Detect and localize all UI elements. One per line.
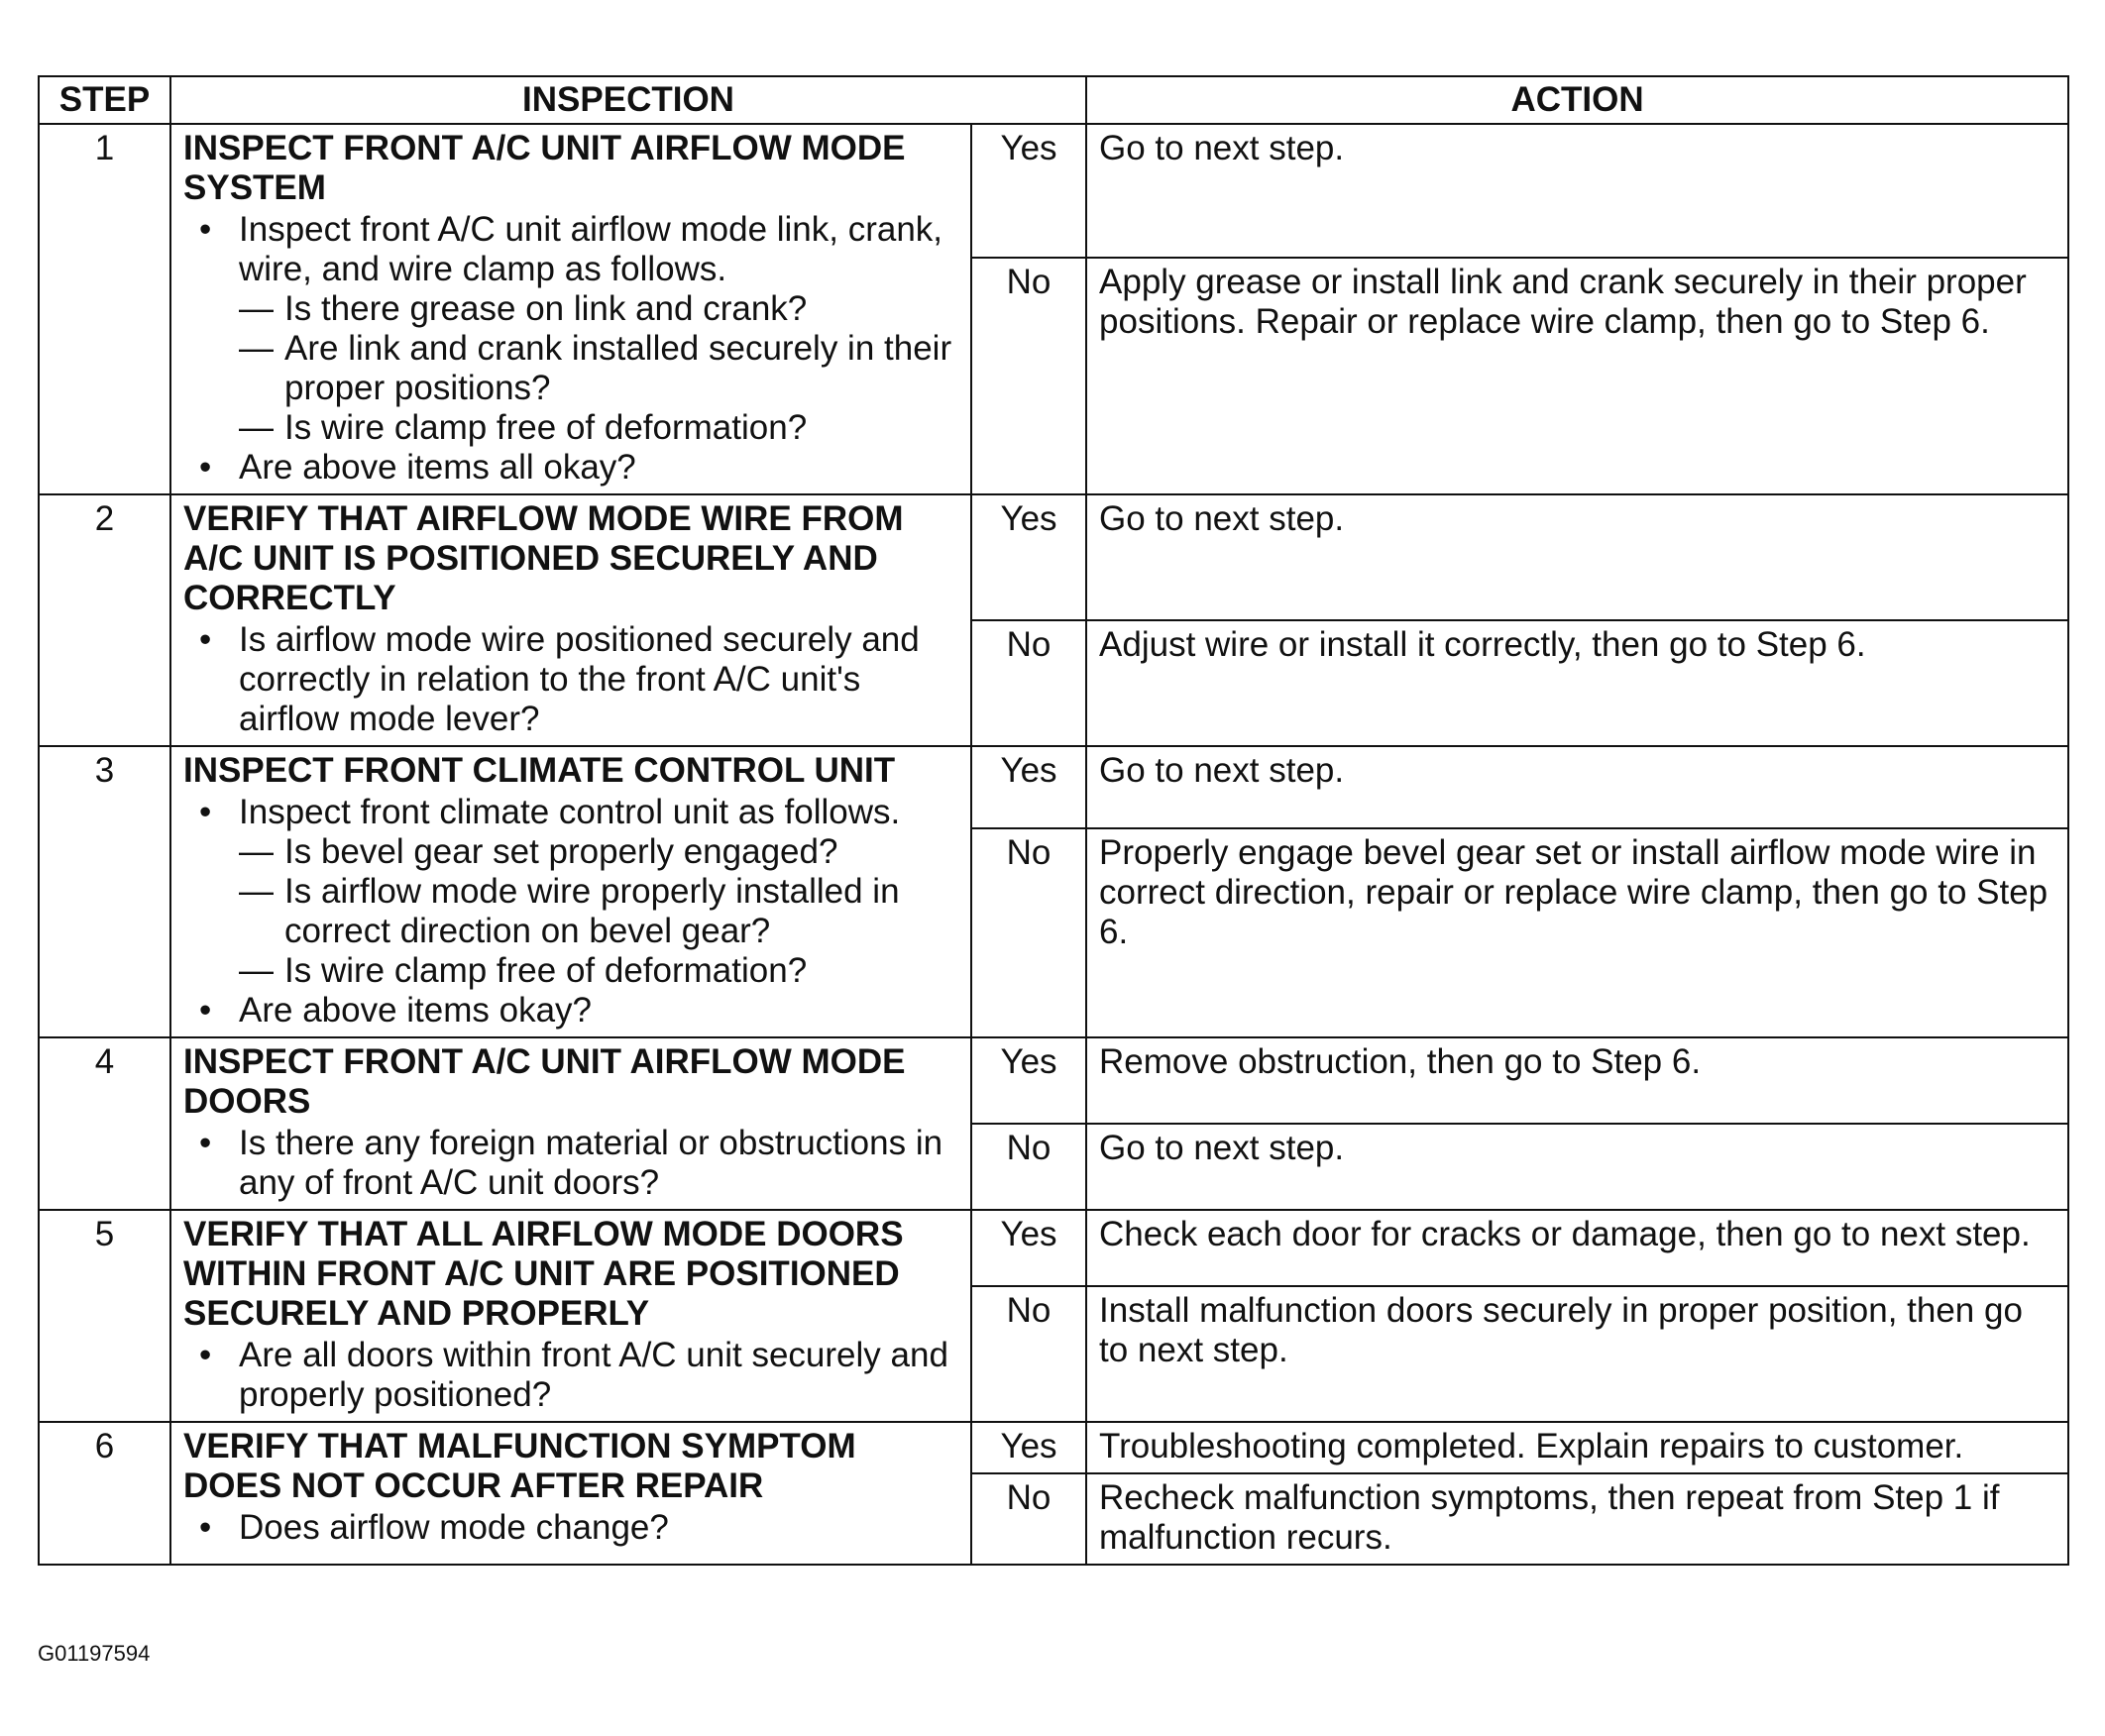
no-action: Recheck malfunction symptoms, then repeat from Step 1 if malfunction recurs. xyxy=(1086,1473,2068,1565)
inspection-title: INSPECT FRONT CLIMATE CONTROL UNIT xyxy=(183,751,896,790)
inspection-cell xyxy=(170,1210,971,1422)
inspection-cell xyxy=(170,124,971,494)
table-row xyxy=(39,746,2068,828)
inspection-title: INSPECT FRONT A/C UNIT AIRFLOW MODE SYSTEM xyxy=(183,129,906,207)
step-number: 6 xyxy=(39,1422,170,1565)
no-action: Install malfunction doors securely in proper position, then go to next step. xyxy=(1086,1286,2068,1422)
inspection-subitem-text: Is wire clamp free of deformation? xyxy=(284,951,808,990)
step-number: 1 xyxy=(39,124,170,494)
inspection-bullet: • Does airflow mode change? xyxy=(183,1508,958,1548)
no-action: Apply grease or install link and crank securely in their proper positions. Repair or replace wire clamp, then go to Step 6. xyxy=(1086,258,2068,494)
no-label: No xyxy=(971,620,1086,746)
yes-action: Go to next step. xyxy=(1086,494,2068,620)
inspection-subitem xyxy=(183,832,958,872)
inspection-title: INSPECT FRONT A/C UNIT AIRFLOW MODE DOORS xyxy=(183,1042,906,1121)
no-label: No xyxy=(971,828,1086,1037)
inspection-subitem xyxy=(183,289,958,329)
inspection-header: INSPECTION xyxy=(170,76,1086,124)
table-header-row xyxy=(39,76,2068,124)
diagnostic-table xyxy=(38,75,2069,1566)
yes-label: Yes xyxy=(971,1037,1086,1124)
inspection-subitem xyxy=(183,951,958,991)
inspection-bullet: • Is airflow mode wire positioned securely and correctly in relation to the front A/C unit's airflow mode lever? xyxy=(183,620,958,739)
inspection-cell xyxy=(170,746,971,1037)
em-dash-icon: — xyxy=(239,408,274,447)
inspection-title: VERIFY THAT MALFUNCTION SYMPTOM DOES NOT OCCUR AFTER REPAIR xyxy=(183,1427,856,1505)
inspection-subitem xyxy=(183,329,958,408)
inspection-bullet: • Inspect front climate control unit as follows. xyxy=(183,793,958,832)
inspection-subitem xyxy=(183,872,958,951)
no-action: Properly engage bevel gear set or install airflow mode wire in correct direction, repair or replace wire clamp, then go to Step 6. xyxy=(1086,828,2068,1037)
inspection-bullet: • Are above items all okay? xyxy=(183,448,958,488)
step-number: 5 xyxy=(39,1210,170,1422)
inspection-subitem xyxy=(183,408,958,448)
table-body xyxy=(39,124,2068,1565)
figure-id: G01197594 xyxy=(38,1641,151,1666)
yes-label: Yes xyxy=(971,1210,1086,1286)
yes-action: Check each door for cracks or damage, then go to next step. xyxy=(1086,1210,2068,1286)
inspection-title: VERIFY THAT AIRFLOW MODE WIRE FROM A/C UNIT IS POSITIONED SECURELY AND CORRECTLY xyxy=(183,499,904,617)
no-label: No xyxy=(971,1473,1086,1565)
inspection-cell xyxy=(170,494,971,746)
table-row xyxy=(39,1037,2068,1124)
step-number: 3 xyxy=(39,746,170,1037)
inspection-bullet: • Inspect front A/C unit airflow mode link, crank, wire, and wire clamp as follows. xyxy=(183,210,958,289)
em-dash-icon: — xyxy=(239,289,274,328)
no-label: No xyxy=(971,258,1086,494)
inspection-cell xyxy=(170,1422,971,1565)
table-row xyxy=(39,494,2068,620)
table-row xyxy=(39,1422,2068,1473)
yes-action: Remove obstruction, then go to Step 6. xyxy=(1086,1037,2068,1124)
inspection-bullet: • Are all doors within front A/C unit securely and properly positioned? xyxy=(183,1336,958,1415)
em-dash-icon: — xyxy=(239,951,274,990)
em-dash-icon: — xyxy=(239,832,274,871)
yes-action: Go to next step. xyxy=(1086,746,2068,828)
yes-label: Yes xyxy=(971,124,1086,258)
yes-label: Yes xyxy=(971,1422,1086,1473)
table-row xyxy=(39,1210,2068,1286)
action-header: ACTION xyxy=(1086,76,2068,124)
inspection-bullet: • Are above items okay? xyxy=(183,991,958,1031)
yes-action: Troubleshooting completed. Explain repairs to customer. xyxy=(1086,1422,2068,1473)
no-action: Adjust wire or install it correctly, then go to Step 6. xyxy=(1086,620,2068,746)
em-dash-icon: — xyxy=(239,329,274,368)
inspection-subitem-text: Is wire clamp free of deformation? xyxy=(284,408,808,447)
inspection-cell xyxy=(170,1037,971,1210)
yes-label: Yes xyxy=(971,746,1086,828)
inspection-bullet: • Is there any foreign material or obstructions in any of front A/C unit doors? xyxy=(183,1124,958,1203)
table-row xyxy=(39,124,2068,258)
step-header: STEP xyxy=(39,76,170,124)
no-label: No xyxy=(971,1286,1086,1422)
step-number: 2 xyxy=(39,494,170,746)
em-dash-icon: — xyxy=(239,872,274,911)
inspection-subitem-text: Is there grease on link and crank? xyxy=(284,289,808,328)
inspection-subitem-text: Are link and crank installed securely in their proper positions? xyxy=(284,329,952,407)
step-number: 4 xyxy=(39,1037,170,1210)
no-label: No xyxy=(971,1124,1086,1210)
inspection-title: VERIFY THAT ALL AIRFLOW MODE DOORS WITHIN FRONT A/C UNIT ARE POSITIONED SECURELY AND PROPERLY xyxy=(183,1215,904,1333)
yes-label: Yes xyxy=(971,494,1086,620)
no-action: Go to next step. xyxy=(1086,1124,2068,1210)
yes-action: Go to next step. xyxy=(1086,124,2068,258)
inspection-subitem-text: Is airflow mode wire properly installed in correct direction on bevel gear? xyxy=(284,872,900,950)
inspection-subitem-text: Is bevel gear set properly engaged? xyxy=(284,832,838,871)
